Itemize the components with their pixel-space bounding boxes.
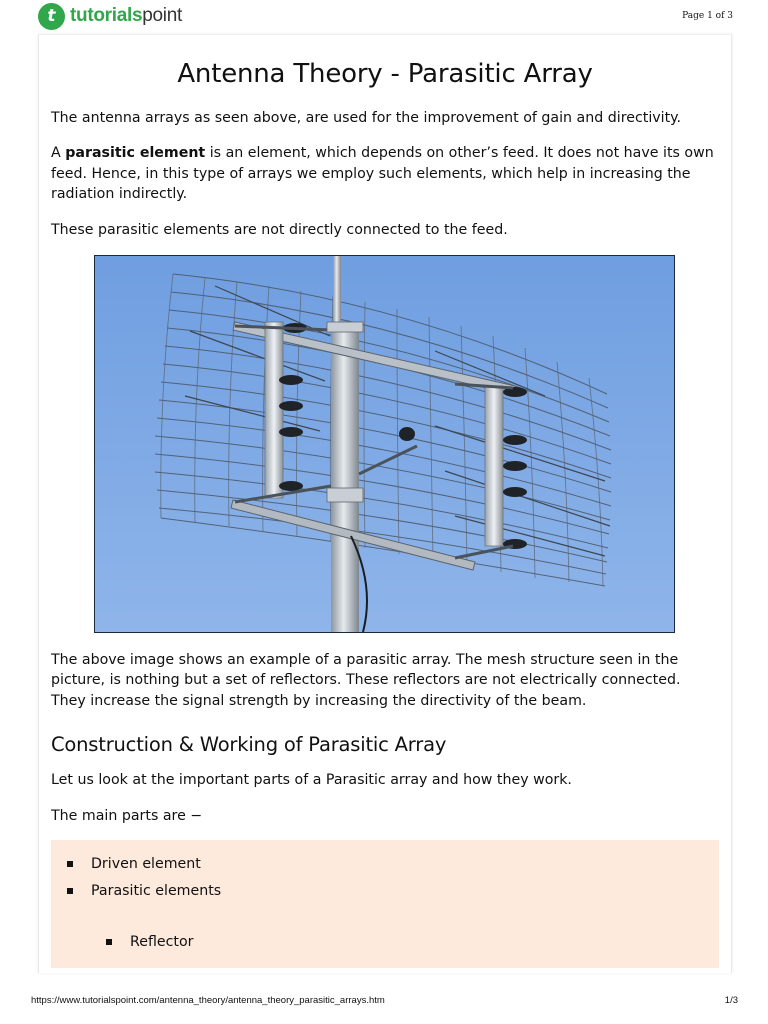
parasitic-element-paragraph [51, 143, 719, 204]
logo-icon: t [38, 3, 65, 30]
section-heading: Construction & Working of Parasitic Array [51, 733, 447, 757]
intro-paragraph: The antenna arrays as seen above, are used for the improvement of gain and directivity. [51, 110, 682, 126]
logo-text-tutorials: tutorials [70, 5, 143, 26]
page-title: Antenna Theory - Parasitic Array [177, 59, 593, 89]
square-bullet-icon [106, 939, 112, 945]
square-bullet-icon [67, 888, 73, 894]
parts-list [51, 840, 719, 968]
page-header [0, 0, 768, 34]
p2-prefix: A [51, 145, 66, 162]
page-number: 1/3 [724, 995, 738, 1006]
list-item-label: Driven element [91, 856, 201, 873]
article-body [51, 40, 719, 968]
image-description-paragraph: The above image shows an example of a parasitic array. The mesh structure seen in the picture, is nothing but a set of reflectors. These reflectors are not electrically connected. They increase the signal strength by increasing the directivity of the beam. [51, 652, 681, 709]
sub-list-item-label: Reflector [130, 934, 194, 951]
tutorialspoint-logo[interactable] [38, 2, 182, 30]
sub-list-item [106, 934, 194, 950]
page-url[interactable]: https://www.tutorialspoint.com/antenna_theory/antenna_theory_parasitic_arrays.htm [31, 995, 385, 1006]
list-item [67, 856, 201, 872]
page-indicator: Page 1 of 3 [682, 11, 733, 21]
list-item [67, 883, 221, 899]
antenna-illustration [95, 256, 674, 632]
logo-text [70, 5, 182, 27]
parasitic-array-photo [94, 255, 675, 633]
feed-paragraph: These parasitic elements are not directly connected to the feed. [51, 221, 508, 238]
p2-rest: is an element, which depends on other’s feed. It does not have its own feed. Hence, in this type of arrays we employ such elements, which help in increasing the radiation indirectly. [51, 145, 714, 203]
main-parts-paragraph: The main parts are − [51, 807, 203, 824]
list-item-label: Parasitic elements [91, 883, 222, 900]
page-footer [0, 992, 768, 1012]
square-bullet-icon [67, 861, 73, 867]
parasitic-element-term: parasitic element [65, 145, 206, 162]
logo-text-point: point [142, 5, 182, 26]
parts-intro-paragraph: Let us look at the important parts of a Parasitic array and how they work. [51, 772, 572, 789]
